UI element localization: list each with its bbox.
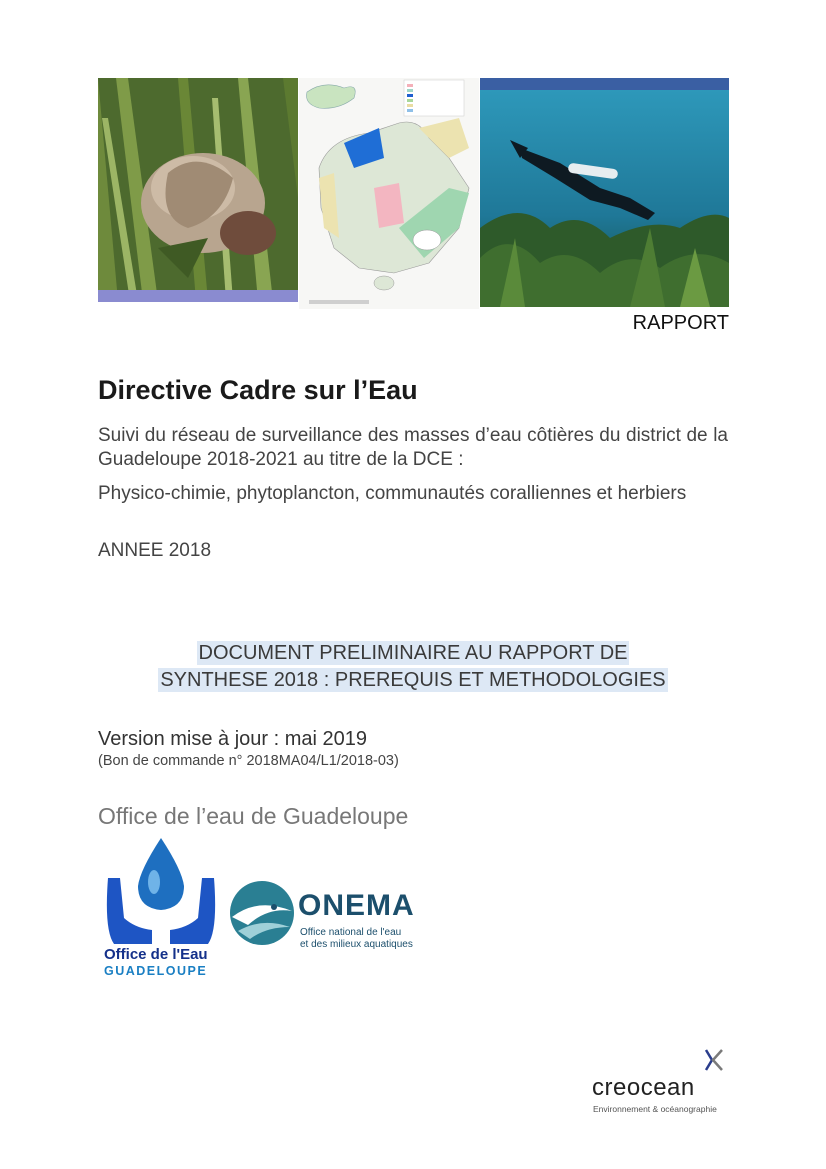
onema-wordmark: ONEMA (298, 889, 415, 922)
cover-photo-banner (98, 78, 729, 309)
client-name: Office de l’eau de Guadeloupe (98, 803, 409, 829)
report-type-label: RAPPORT (632, 312, 729, 334)
creocean-wordmark: creocean (592, 1074, 695, 1101)
water-drop-hands-icon (100, 838, 222, 946)
photo-accent-bar (98, 290, 298, 302)
creocean-logo (590, 1048, 730, 1118)
photo-accent-bar (480, 78, 729, 90)
document-title: Directive Cadre sur l’Eau (98, 375, 418, 405)
diver-reef-photo (480, 78, 729, 307)
preliminary-notice (98, 640, 728, 694)
onema-tagline-1: Office national de l'eau (300, 927, 402, 938)
document-subtitle: Suivi du réseau de surveillance des masses d’eau côtières du district de la Guadeloupe 2018-2021 au titre de la DCE : (98, 425, 728, 470)
document-year: ANNEE 2018 (98, 540, 212, 561)
onema-tagline-2: et des milieux aquatiques (300, 939, 413, 950)
office-eau-wordmark: Office de l'Eau (104, 946, 208, 963)
office-eau-region: GUADELOUPE (104, 964, 208, 978)
version-date: Version mise à jour : mai 2019 (98, 728, 368, 750)
onema-swirl-icon (228, 877, 296, 949)
conch-seagrass-photo (98, 78, 298, 301)
preliminary-notice-line-2: SYNTHESE 2018 : PREREQUIS ET METHODOLOGIES (160, 669, 666, 691)
preliminary-notice-line-1: DOCUMENT PRELIMINAIRE AU RAPPORT DE (198, 642, 628, 664)
document-scope: Physico-chimie, phytoplancton, communautés coralliennes et herbiers (98, 483, 687, 504)
order-reference: (Bon de commande n° 2018MA04/L1/2018-03) (98, 753, 399, 769)
creocean-tagline: Environnement & océanographie (593, 1104, 717, 1114)
office-eau-logo (100, 838, 222, 980)
onema-logo (228, 873, 428, 955)
creocean-mark-icon (702, 1048, 726, 1072)
guadeloupe-water-bodies-map (299, 78, 479, 309)
